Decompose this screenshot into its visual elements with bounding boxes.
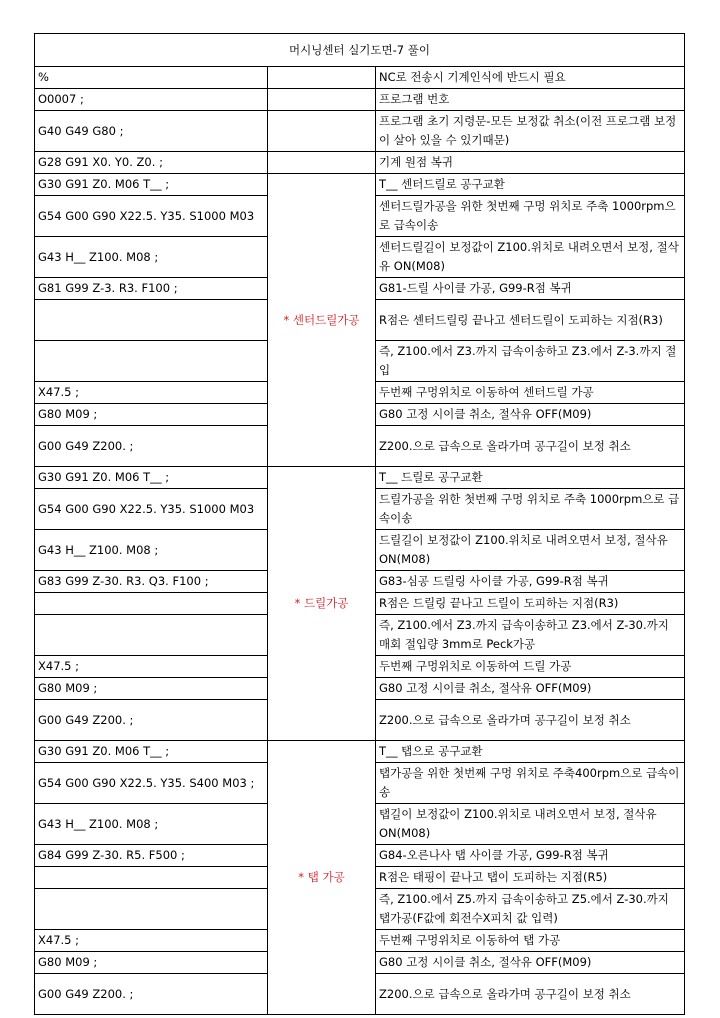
code-cell: G80 M09 ; bbox=[35, 678, 268, 700]
table-row bbox=[35, 67, 685, 89]
code-cell: G40 G49 G80 ; bbox=[35, 111, 268, 152]
blank-cell bbox=[268, 152, 376, 174]
code-cell: G83 G99 Z-30. R3. Q3. F100 ; bbox=[35, 571, 268, 593]
description-cell: 기계 원점 복귀 bbox=[376, 152, 685, 174]
code-cell: G00 G49 Z200. ; bbox=[35, 426, 268, 467]
code-cell: X47.5 ; bbox=[35, 930, 268, 952]
description-cell: Z200.으로 급속으로 올라가며 공구길이 보정 취소 bbox=[376, 974, 685, 1015]
description-cell: G80 고정 시이클 취소, 절삭유 OFF(M09) bbox=[376, 404, 685, 426]
description-cell: G83-심공 드릴링 사이클 가공, G99-R점 복귀 bbox=[376, 571, 685, 593]
code-cell: G00 G49 Z200. ; bbox=[35, 700, 268, 741]
description-cell: 두번째 구멍위치로 이동하여 탭 가공 bbox=[376, 930, 685, 952]
code-cell: G54 G00 G90 X22.5. Y35. S1000 M03 bbox=[35, 489, 268, 530]
description-cell: 드릴가공을 위한 첫번째 구멍 위치로 주축 1000rpm으로 급속이송 bbox=[376, 489, 685, 530]
description-cell: R점은 태핑이 끝나고 탭이 도피하는 지점(R5) bbox=[376, 867, 685, 889]
description-cell: 프로그램 번호 bbox=[376, 89, 685, 111]
code-cell: G43 H__ Z100. M08 ; bbox=[35, 237, 268, 278]
document-page bbox=[34, 33, 684, 1015]
description-cell: 탭길이 보정값이 Z100.위치로 내려오면서 보정, 절삭유 ON(M08) bbox=[376, 804, 685, 845]
page-title: 머시닝센터 실기도면-7 풀이 bbox=[35, 34, 685, 67]
description-cell: G81-드릴 사이클 가공, G99-R점 복귀 bbox=[376, 278, 685, 300]
description-cell: 즉, Z100.에서 Z3.까지 급속이송하고 Z3.에서 Z-30.까지 매회 절입량 3mm로 Peck가공 bbox=[376, 615, 685, 656]
table-row bbox=[35, 174, 685, 196]
table-row bbox=[35, 467, 685, 489]
code-cell: G00 G49 Z200. ; bbox=[35, 974, 268, 1015]
code-cell: G54 G00 G90 X22.5. Y35. S1000 M03 bbox=[35, 196, 268, 237]
description-cell: 센터드릴가공을 위한 첫번째 구멍 위치로 주축 1000rpm으로 급속이송 bbox=[376, 196, 685, 237]
code-cell: G28 G91 X0. Y0. Z0. ; bbox=[35, 152, 268, 174]
code-cell: O0007 ; bbox=[35, 89, 268, 111]
code-cell bbox=[35, 593, 268, 615]
code-cell bbox=[35, 300, 268, 341]
code-cell: G30 G91 Z0. M06 T__ ; bbox=[35, 741, 268, 763]
description-cell: 즉, Z100.에서 Z5.까지 급속이송하고 Z5.에서 Z-30.까지 탭가공(F값에 회전수X피치 값 입력) bbox=[376, 889, 685, 930]
blank-cell bbox=[268, 67, 376, 89]
code-cell: G81 G99 Z-3. R3. F100 ; bbox=[35, 278, 268, 300]
description-cell: NC로 전송시 기계인식에 반드시 필요 bbox=[376, 67, 685, 89]
description-cell: T__ 드릴로 공구교환 bbox=[376, 467, 685, 489]
description-cell: 프로그램 초기 지령문-모든 보정값 취소(이전 프로그램 보정이 살아 있을 수 있기때문) bbox=[376, 111, 685, 152]
description-cell: 드릴길이 보정값이 Z100.위치로 내려오면서 보정, 절삭유 ON(M08) bbox=[376, 530, 685, 571]
code-cell: G30 G91 Z0. M06 T__ ; bbox=[35, 467, 268, 489]
description-cell: G84-오른나사 탭 사이클 가공, G99-R점 복귀 bbox=[376, 845, 685, 867]
code-cell: X47.5 ; bbox=[35, 656, 268, 678]
code-cell: G84 G99 Z-30. R5. F500 ; bbox=[35, 845, 268, 867]
table-row bbox=[35, 111, 685, 152]
code-cell bbox=[35, 615, 268, 656]
code-cell: G80 M09 ; bbox=[35, 952, 268, 974]
code-cell bbox=[35, 341, 268, 382]
blank-cell bbox=[268, 89, 376, 111]
description-cell: G80 고정 시이클 취소, 절삭유 OFF(M09) bbox=[376, 952, 685, 974]
section-label: * 드릴가공 bbox=[268, 467, 376, 741]
nc-program-table bbox=[34, 33, 685, 1015]
description-cell: Z200.으로 급속으로 올라가며 공구길이 보정 취소 bbox=[376, 426, 685, 467]
code-cell: X47.5 ; bbox=[35, 382, 268, 404]
description-cell: G80 고정 시이클 취소, 절삭유 OFF(M09) bbox=[376, 678, 685, 700]
code-cell bbox=[35, 889, 268, 930]
description-cell: T__ 탭으로 공구교환 bbox=[376, 741, 685, 763]
code-cell: G54 G00 G90 X22.5. Y35. S400 M03 ; bbox=[35, 763, 268, 804]
code-cell: G43 H__ Z100. M08 ; bbox=[35, 804, 268, 845]
description-cell: Z200.으로 급속으로 올라가며 공구길이 보정 취소 bbox=[376, 700, 685, 741]
description-cell: 탭가공을 위한 첫번째 구멍 위치로 주축400rpm으로 급속이송 bbox=[376, 763, 685, 804]
description-cell: T__ 센터드릴로 공구교환 bbox=[376, 174, 685, 196]
blank-cell bbox=[268, 111, 376, 152]
title-row bbox=[35, 34, 685, 67]
table-row bbox=[35, 741, 685, 763]
description-cell: 즉, Z100.에서 Z3.까지 급속이송하고 Z3.에서 Z-3.까지 절입 bbox=[376, 341, 685, 382]
section-label: * 센터드릴가공 bbox=[268, 174, 376, 467]
description-cell: R점은 드릴링 끝나고 드릴이 도피하는 지점(R3) bbox=[376, 593, 685, 615]
description-cell: 두번째 구멍위치로 이동하여 드릴 가공 bbox=[376, 656, 685, 678]
table-row bbox=[35, 152, 685, 174]
code-cell bbox=[35, 867, 268, 889]
code-cell: % bbox=[35, 67, 268, 89]
code-cell: G30 G91 Z0. M06 T__ ; bbox=[35, 174, 268, 196]
code-cell: G43 H__ Z100. M08 ; bbox=[35, 530, 268, 571]
code-cell: G80 M09 ; bbox=[35, 404, 268, 426]
description-cell: 센터드릴길이 보정값이 Z100.위치로 내려오면서 보정, 절삭유 ON(M08) bbox=[376, 237, 685, 278]
section-label: * 탭 가공 bbox=[268, 741, 376, 1015]
description-cell: 두번째 구멍위치로 이동하여 센터드릴 가공 bbox=[376, 382, 685, 404]
description-cell: R점은 센터드릴링 끝나고 센터드릴이 도피하는 지점(R3) bbox=[376, 300, 685, 341]
table-row bbox=[35, 89, 685, 111]
